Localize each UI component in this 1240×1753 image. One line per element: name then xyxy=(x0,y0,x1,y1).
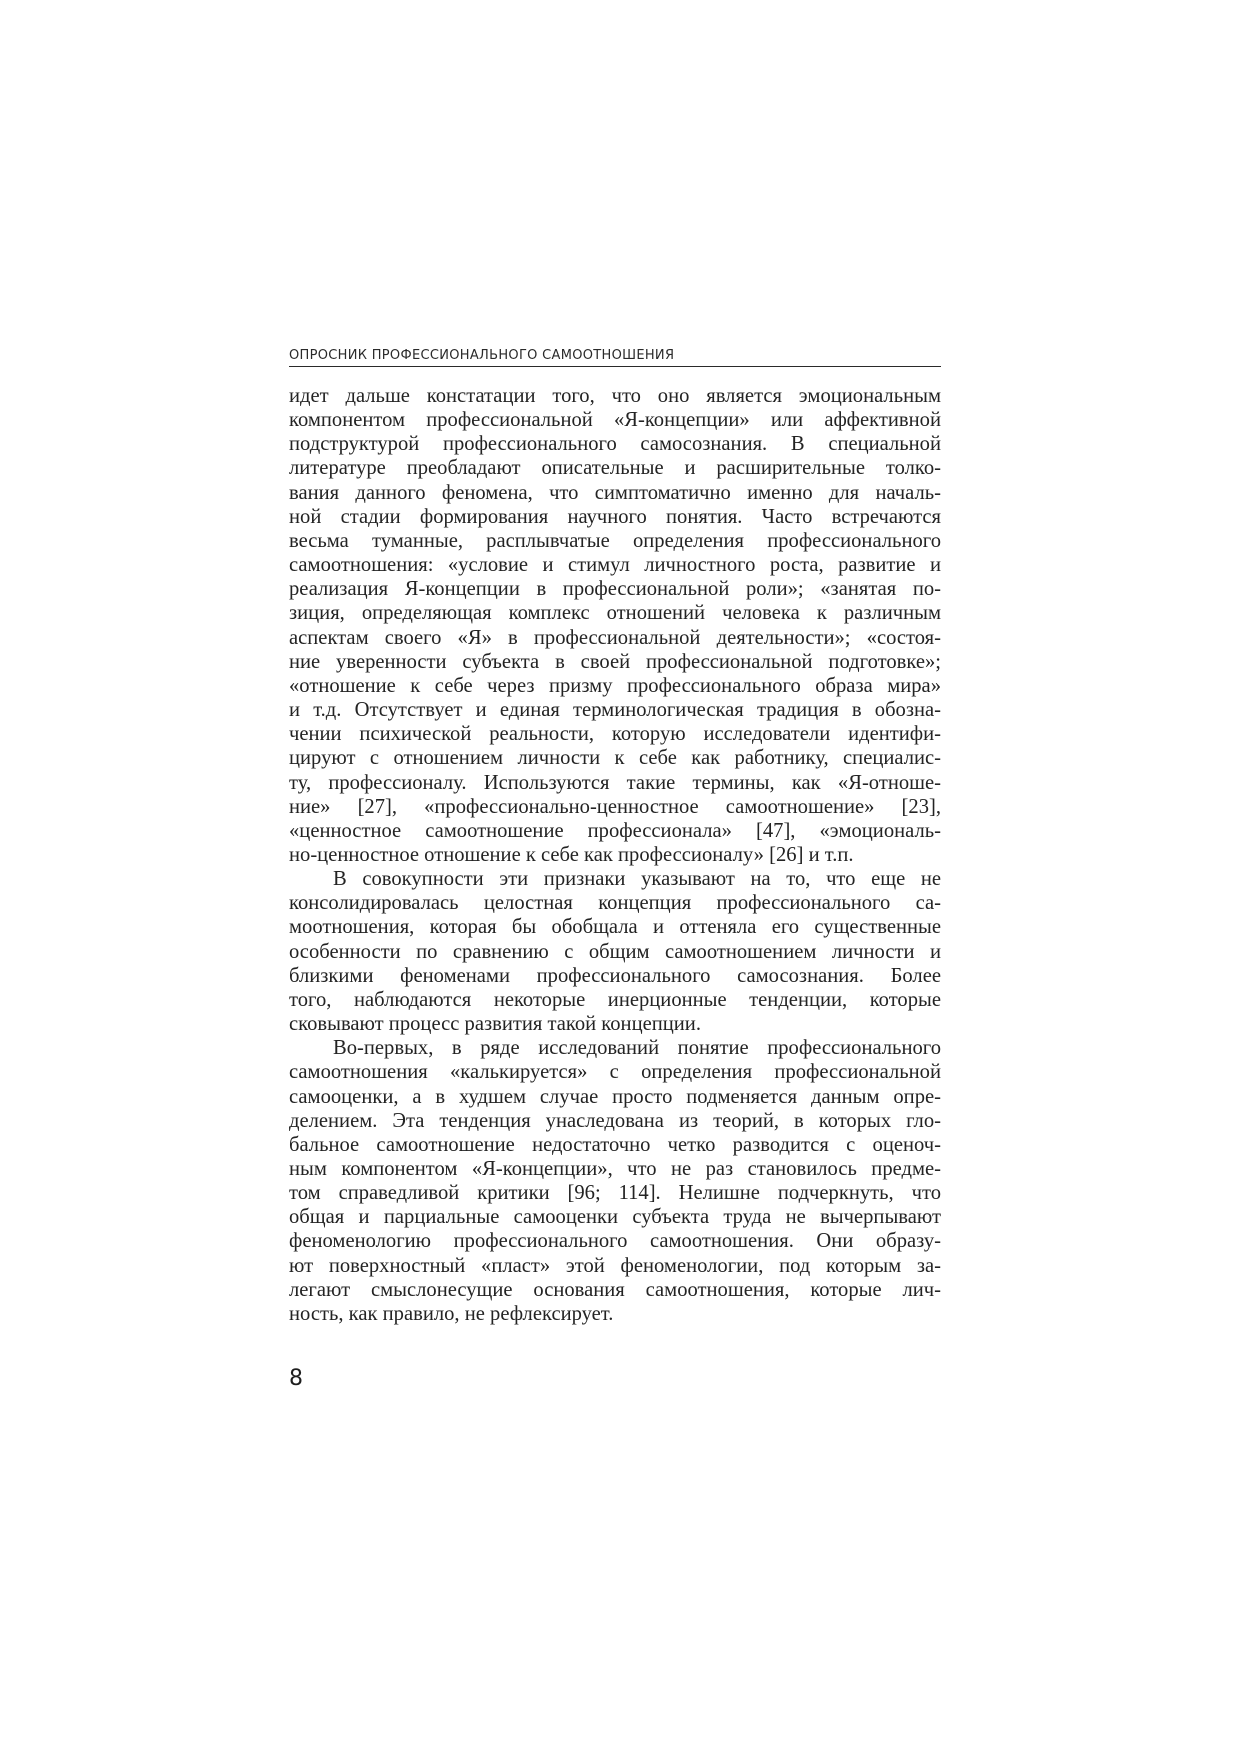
text-line: ние уверенности субъекта в своей профессиональной подготовке»; xyxy=(289,650,941,673)
text-line: но-ценностное отношение к себе как профессионалу» [26] и т.п. xyxy=(289,843,854,866)
text-line: самооценки, а в худшем случае просто подменяется данным опре- xyxy=(289,1085,941,1108)
text-line: весьма туманные, расплывчатые определения профессионального xyxy=(289,529,941,552)
paragraph-2 xyxy=(289,867,941,1036)
text-line: ту, профессионалу. Используются такие термины, как «Я-отноше- xyxy=(289,771,941,794)
text-line: ной стадии формирования научного понятия. Часто встречаются xyxy=(289,505,941,528)
text-line: ным компонентом «Я-концепции», что не раз становилось предме- xyxy=(289,1158,941,1180)
text-line: самоотношения: «условие и стимул личностного роста, развитие и xyxy=(289,554,941,577)
text-line: феноменологию профессионального самоотношения. Они образу- xyxy=(289,1230,941,1253)
body-text xyxy=(289,384,941,1326)
text-line: легают смыслонесущие основания самоотношения, которые лич- xyxy=(289,1278,941,1301)
text-line: подструктурой профессионального самосознания. В специальной xyxy=(289,433,941,456)
text-line: зиция, определяющая комплекс отношений человека к различным xyxy=(289,602,941,625)
text-line: реализация Я-концепции в профессиональной роли»; «занятая по- xyxy=(289,578,941,601)
text-line: чении психической реальности, которую исследователи идентифи- xyxy=(289,723,941,746)
text-line: консолидировалась целостная концепция профессионального са- xyxy=(289,892,941,915)
text-line: Во-первых, в ряде исследований понятие профессионального xyxy=(333,1037,941,1060)
text-line: компонентом профессиональной «Я-концепции» или аффективной xyxy=(289,409,941,432)
text-line: ность, как правило, не рефлексирует. xyxy=(289,1302,614,1325)
paragraph-3 xyxy=(289,1036,941,1326)
text-line: близкими феноменами профессионального самосознания. Более xyxy=(289,964,941,987)
text-line: того, наблюдаются некоторые инерционные тенденции, которые xyxy=(289,988,941,1011)
text-line: ют поверхностный «пласт» этой феноменологии, под которым за- xyxy=(289,1254,941,1277)
text-line: В совокупности эти признаки указывают на то, что еще не xyxy=(333,868,941,891)
text-line: том справедливой критики [96; 114]. Нелишне подчеркнуть, что xyxy=(289,1182,941,1205)
text-line: аспектам своего «Я» в профессиональной деятельности»; «состоя- xyxy=(289,626,941,649)
text-line: цируют с отношением личности к себе как работнику, специалис- xyxy=(289,747,941,770)
paragraph-1 xyxy=(289,384,941,867)
text-line: и т.д. Отсутствует и единая терминологическая традиция в обозна- xyxy=(289,699,941,722)
running-head xyxy=(289,348,941,367)
text-line: общая и парциальные самооценки субъекта труда не вычерпывают xyxy=(289,1206,941,1229)
text-line: «отношение к себе через призму профессионального образа мира» xyxy=(289,674,941,697)
text-line: идет дальше констатации того, что оно является эмоциональным xyxy=(289,385,941,407)
text-line: литературе преобладают описательные и расширительные толко- xyxy=(289,457,941,480)
text-line: моотношения, которая бы обобщала и оттеняла его существенные xyxy=(289,916,941,939)
text-line: ние» [27], «профессионально-ценностное самоотношение» [23], xyxy=(289,795,941,818)
page-number: 8 xyxy=(289,1366,303,1391)
text-line: самоотношения «калькируется» с определения профессиональной xyxy=(289,1061,941,1084)
text-line: сковывают процесс развития такой концепции. xyxy=(289,1013,701,1036)
text-line: бальное самоотношение недостаточно четко разводится с оценоч- xyxy=(289,1133,941,1156)
text-line: вания данного феномена, что симптоматично именно для началь- xyxy=(289,481,941,504)
text-line: «ценностное самоотношение профессионала» [47], «эмоциональ- xyxy=(289,819,941,842)
text-line: делением. Эта тенденция унаследована из теорий, в которых гло- xyxy=(289,1109,941,1132)
running-head-title: ОПРОСНИК ПРОФЕССИОНАЛЬНОГО САМООТНОШЕНИЯ xyxy=(289,348,675,363)
text-line: особенности по сравнению с общим самоотношением личности и xyxy=(289,940,941,963)
